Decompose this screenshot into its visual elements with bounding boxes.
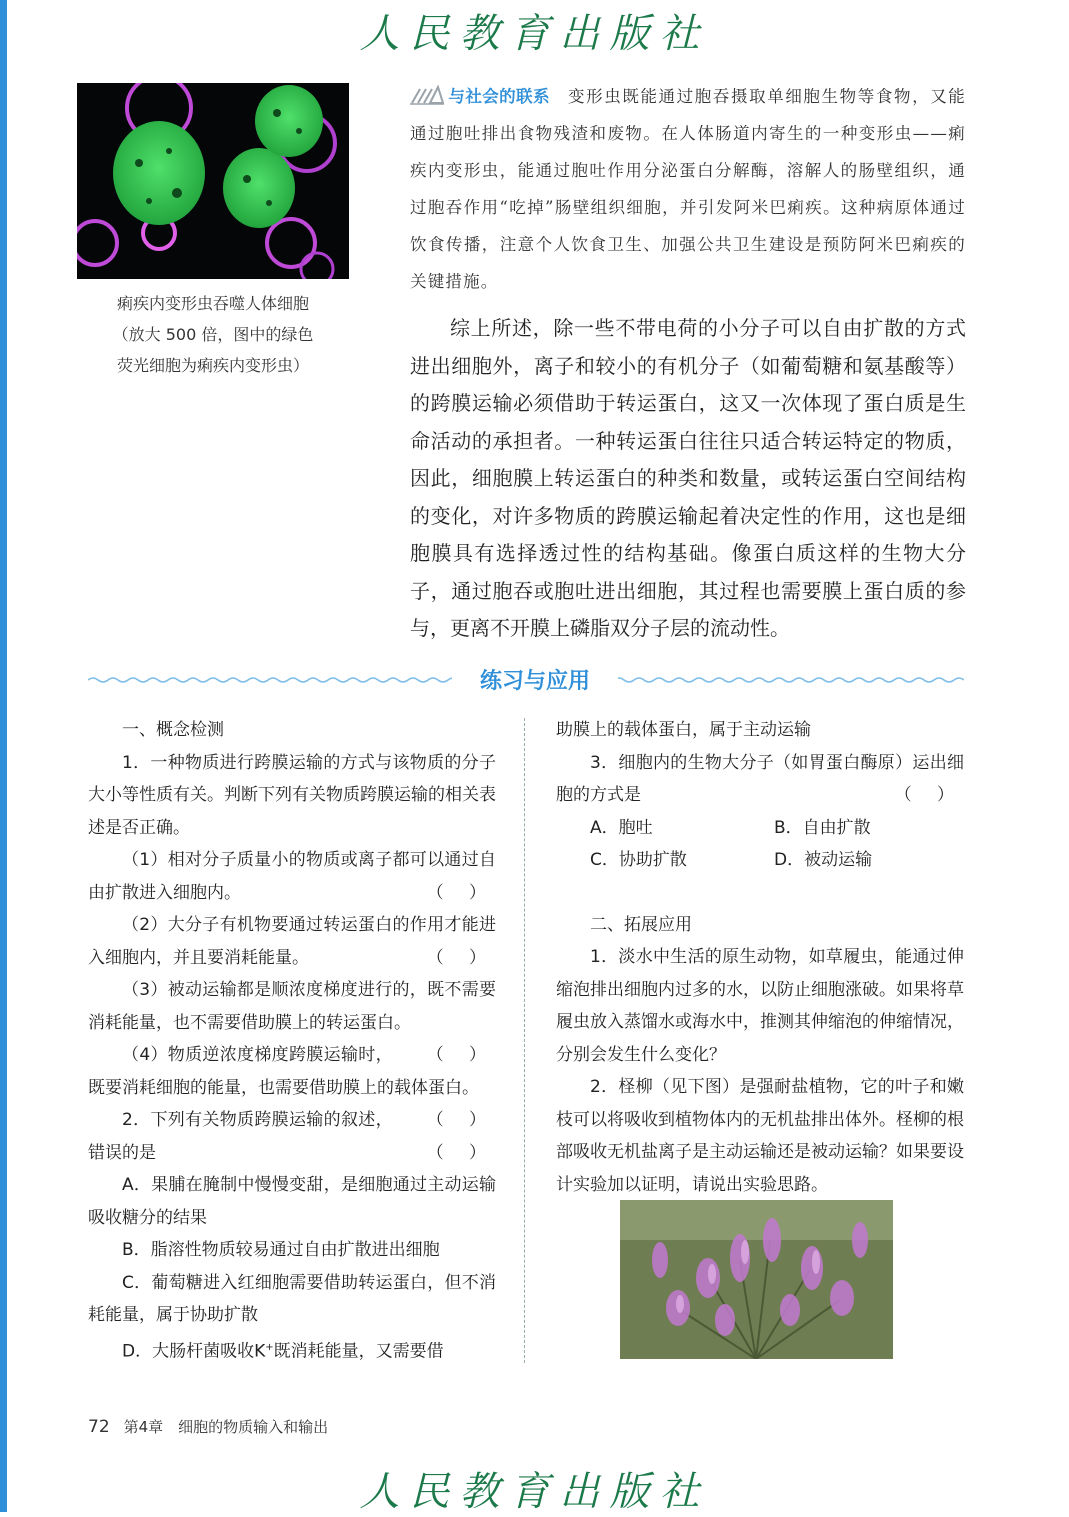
- q2-option-b: B．脂溶性物质较易通过自由扩散进出细胞: [122, 1240, 440, 1260]
- figure-caption: [60, 288, 366, 381]
- page-edge-bar: [0, 0, 7, 1512]
- exercises-title: 练习与应用: [452, 664, 618, 695]
- publisher-logo-bottom: 人民教育出版社: [359, 1469, 710, 1515]
- society-link-icon: [410, 85, 444, 105]
- q3-stem-text: 3．细胞内的生物大分子（如胃蛋白酶原）运出细胞的方式是: [556, 752, 964, 805]
- page-number: 72: [88, 1417, 110, 1437]
- answer-bracket: （ ）: [426, 882, 496, 903]
- q3-stem: [556, 747, 964, 812]
- q1-item: [88, 844, 496, 909]
- part1-heading: 一、概念检测: [122, 720, 224, 740]
- page-footer: [88, 1416, 328, 1437]
- q2-option-d-text: D．大肠杆菌吸收K: [122, 1341, 266, 1362]
- part2-q2: 2．柽柳（见下图）是强耐盐植物，它的叶子和嫩枝可以将吸收到植物体内的无机盐排出体外。柽柳的根部吸收无机盐离子是主动运输还是被动运输？如果要设计实验加以证明，请说出实验思路。: [556, 1077, 964, 1195]
- q2-option-d-continued: 助膜上的载体蛋白，属于主动运输: [556, 720, 811, 740]
- answer-bracket: （ ）: [426, 947, 496, 968]
- figure-caption-line: （放大 500 倍，图中的绿色: [112, 325, 314, 344]
- exercises-left-column: [88, 714, 496, 1368]
- tamarisk-photo: [620, 1200, 893, 1359]
- q3-options-row: [556, 812, 964, 845]
- answer-bracket: （ ）: [426, 1142, 496, 1163]
- amoeba-micrograph: [77, 83, 349, 279]
- q1-stem: 1．一种物质进行跨膜运输的方式与该物质的分子大小等性质有关。判断下列有关物质跨膜运输的相关表述是否正确。: [88, 752, 496, 838]
- society-connection-text: 变形虫既能通过胞吞摄取单细胞生物等食物，又能通过胞吐排出食物残渣和废物。在人体肠道内寄生的一种变形虫——痢疾内变形虫，能通过胞吐作用分泌蛋白分解酶，溶解人的肠壁组织，通过胞吞作用“吃掉”肠壁组织细胞，并引发阿米巴痢疾。这种病原体通过饮食传播，注意个人饮食卫生、加强公共卫生建设是预防阿米巴痢疾的关键措施。: [410, 87, 967, 291]
- publisher-logo-top: 人民教育出版社: [359, 11, 710, 57]
- answer-bracket: （ ）: [426, 1045, 496, 1065]
- column-divider: [524, 718, 525, 1363]
- q2-option-d-sup: +: [265, 1341, 274, 1353]
- part2-heading: 二、拓展应用: [590, 914, 692, 935]
- q2-option-c: C．葡萄糖进入红细胞需要借助转运蛋白，但不消耗能量，属于协助扩散: [88, 1272, 496, 1325]
- figure-caption-line: 痢疾内变形虫吞噬人体细胞: [116, 294, 309, 313]
- q3-option-a: A．胞吐: [590, 817, 653, 838]
- q2-option-a: A．果脯在腌制中慢慢变甜，是细胞通过主动运输吸收糖分的结果: [88, 1175, 496, 1228]
- society-connection-header: 与社会的联系: [448, 87, 550, 106]
- q2-option-d: [88, 1332, 496, 1368]
- q1-item-text: （4）物质逆浓度梯度跨膜运输时，既要消耗细胞的能量，也需要借助膜上的载体蛋白。: [88, 1045, 479, 1098]
- q2-option-d-text-2: 既消耗能量，又需要借: [273, 1341, 444, 1362]
- exercises-right-column: [556, 714, 964, 1201]
- part2-q1: 1．淡水中生活的原生动物，如草履虫，能通过伸缩泡排出细胞内过多的水，以防止细胞涨破。如果将草履虫放入蒸馏水或海水中，推测其伸缩泡的伸缩情况，分别会发生什么变化？: [556, 947, 964, 1065]
- figure-caption-line: 荧光细胞为痢疾内变形虫）: [116, 356, 309, 375]
- summary-paragraph: 综上所述，除一些不带电荷的小分子可以自由扩散的方式进出细胞外，离子和较小的有机分子（如葡萄糖和氨基酸等）的跨膜运输必须借助于转运蛋白，这又一次体现了蛋白质是生命活动的承担者。一种转运蛋白往往只适合转运特定的物质，因此，细胞膜上转运蛋白的种类和数量，或转运蛋白空间结构的变化，对许多物质的跨膜运输起着决定性的作用，这也是细胞膜具有选择透过性的结构基础。像蛋白质这样的生物大分子，通过胞吞或胞吐进出细胞，其过程也需要膜上蛋白质的参与，更离不开膜上磷脂双分子层的流动性。: [410, 316, 966, 640]
- chapter-title: 第4章 细胞的物质输入和输出: [123, 1418, 329, 1436]
- q2-stem-text: 2．下列有关物质跨膜运输的叙述，错误的是: [88, 1110, 393, 1163]
- q3-option-c: C．协助扩散: [590, 850, 687, 870]
- answer-bracket: （ ）: [894, 785, 964, 805]
- q3-options-row: [556, 844, 964, 877]
- q1-item-text: （2）大分子有机物要通过转运蛋白的作用才能进入细胞内，并且要消耗能量。: [88, 915, 496, 968]
- answer-bracket: （ ）: [426, 1110, 496, 1130]
- q3-option-d: D．被动运输: [774, 850, 873, 870]
- q3-option-b: B．自由扩散: [774, 817, 871, 838]
- q1-item-text: （1）相对分子质量小的物质或离子都可以通过自由扩散进入细胞内。: [88, 850, 496, 903]
- society-connection-box: [410, 78, 966, 300]
- q1-item: [88, 974, 496, 1065]
- q1-item: [88, 909, 496, 974]
- q1-item-text: （3）被动运输都是顺浓度梯度进行的，既不需要消耗能量，也不需要借助膜上的转运蛋白。: [88, 980, 496, 1033]
